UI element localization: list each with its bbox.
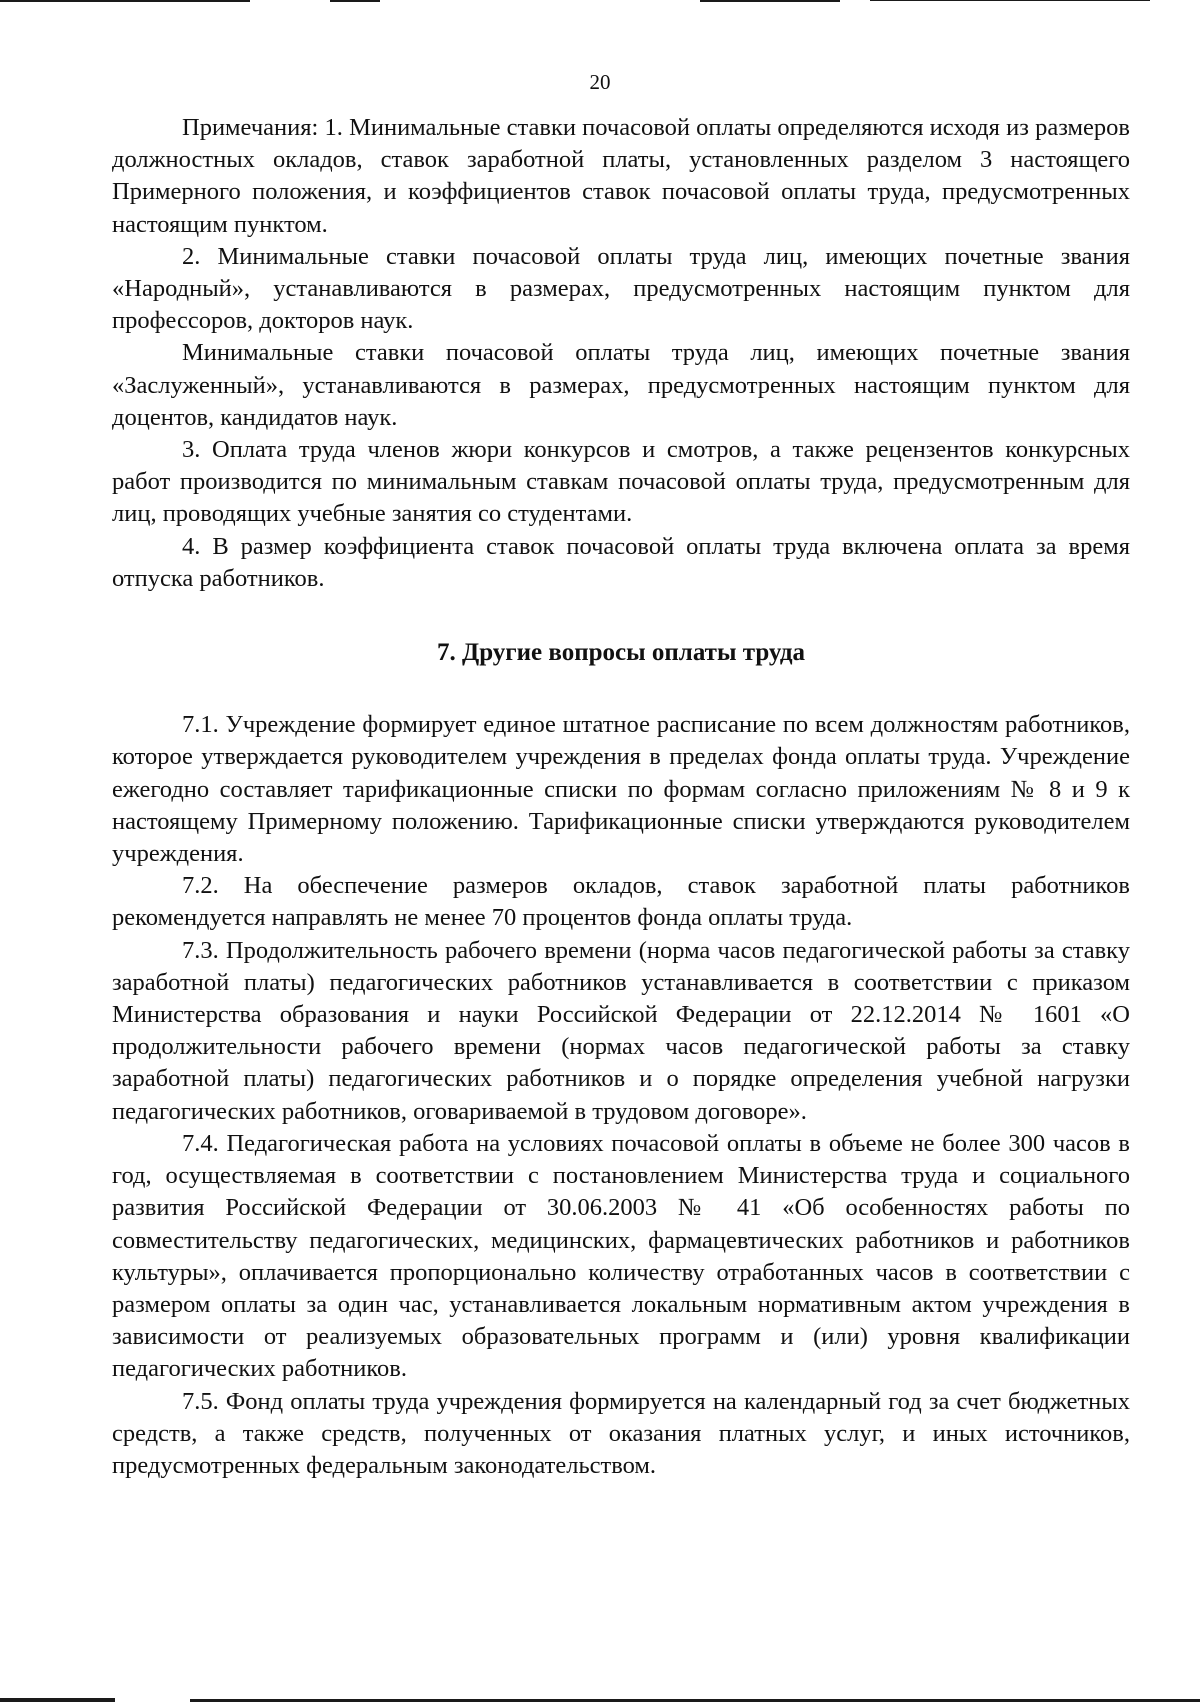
section-paragraph: 7.4. Педагогическая работа на условиях почасовой оплаты в объеме не более 300 часов в год, осуществляемая в соответствии с постановлением Министерства труда и социального развития Российской Федерации от 30.06.2003 № 41 «Об особенностях работы по совместительству педагогических, медицинских, фармацевтических работников и работников культуры», оплачивается пропорционально количеству отработанных часов в соответствии с размером оплаты за один час, устанавливается локальным нормативным актом учреждения в зависимости от реализуемых образовательных программ и (или) уровня квалификации педагогических работников. <box>112 1129 1130 1383</box>
note-paragraph: Минимальные ставки почасовой оплаты труда лиц, имеющих почетные звания «Заслуженный», устанавливаются в размерах, предусмотренных настоящим пунктом для доцентов, кандидатов наук. <box>112 339 1130 431</box>
section-heading: 7. Другие вопросы оплаты труда <box>437 639 805 667</box>
section-paragraph: 7.1. Учреждение формирует единое штатное расписание по всем должностям работников, которое утверждается руководителем учреждения в пределах фонда оплаты труда. Учреждение ежегодно составляет тарификационные списки по формам согласно приложениям № 8 и 9 к настоящему Примерному положению. Тарификационные списки утверждаются руководителем учреждения. <box>112 711 1130 868</box>
section-paragraph: 7.2. На обеспечение размеров окладов, ставок заработной платы работников рекомендуется направлять не менее 70 процентов фонда оплаты труда. <box>112 872 1130 932</box>
scan-edge-line <box>700 0 840 2</box>
section-paragraph: 7.5. Фонд оплаты труда учреждения формируется на календарный год за счет бюджетных средств, а также средств, полученных от оказания платных услуг, и иных источников, предусмотренных федеральным законодательством. <box>112 1387 1130 1479</box>
page-number: 20 <box>589 70 611 94</box>
scan-edge-line <box>870 0 1150 1</box>
note-paragraph: 4. В размер коэффициента ставок почасовой оплаты труда включена оплата за время отпуска работников. <box>112 532 1130 592</box>
scan-edge-line <box>0 1698 115 1702</box>
note-paragraph: 2. Минимальные ставки почасовой оплаты труда лиц, имеющих почетные звания «Народный», устанавливаются в размерах, предусмотренных настоящим пунктом для профессоров, докторов наук. <box>112 242 1130 335</box>
scan-edge-line <box>0 0 250 2</box>
note-paragraph: 3. Оплата труда членов жюри конкурсов и смотров, а также рецензентов конкурсных работ производится по минимальным ставкам почасовой оплаты труда, предусмотренным для лиц, проводящих учебные занятия со студентами. <box>112 436 1130 528</box>
section-paragraph: 7.3. Продолжительность рабочего времени (норма часов педагогической работы за ставку заработной платы) педагогических работников устанавливается в соответствии с приказом Министерства образования и науки Российской Федерации от 22.12.2014 № 1601 «О продолжительности рабочего времени (нормах часов педагогической работы за ставку заработной платы) педагогических работников и о порядке определения учебной нагрузки педагогических работников, оговариваемой в трудовом договоре». <box>112 936 1130 1125</box>
note-paragraph: Примечания: 1. Минимальные ставки почасовой оплаты определяются исходя из размеров должностных окладов, ставок заработной платы, установленных разделом 3 настоящего Примерного положения, и коэффициентов ставок почасовой оплаты труда, предусмотренных настоящим пунктом. <box>112 114 1130 238</box>
scan-edge-line <box>190 1699 1200 1702</box>
document-body <box>112 112 1130 1482</box>
scan-edge-line <box>330 0 380 2</box>
